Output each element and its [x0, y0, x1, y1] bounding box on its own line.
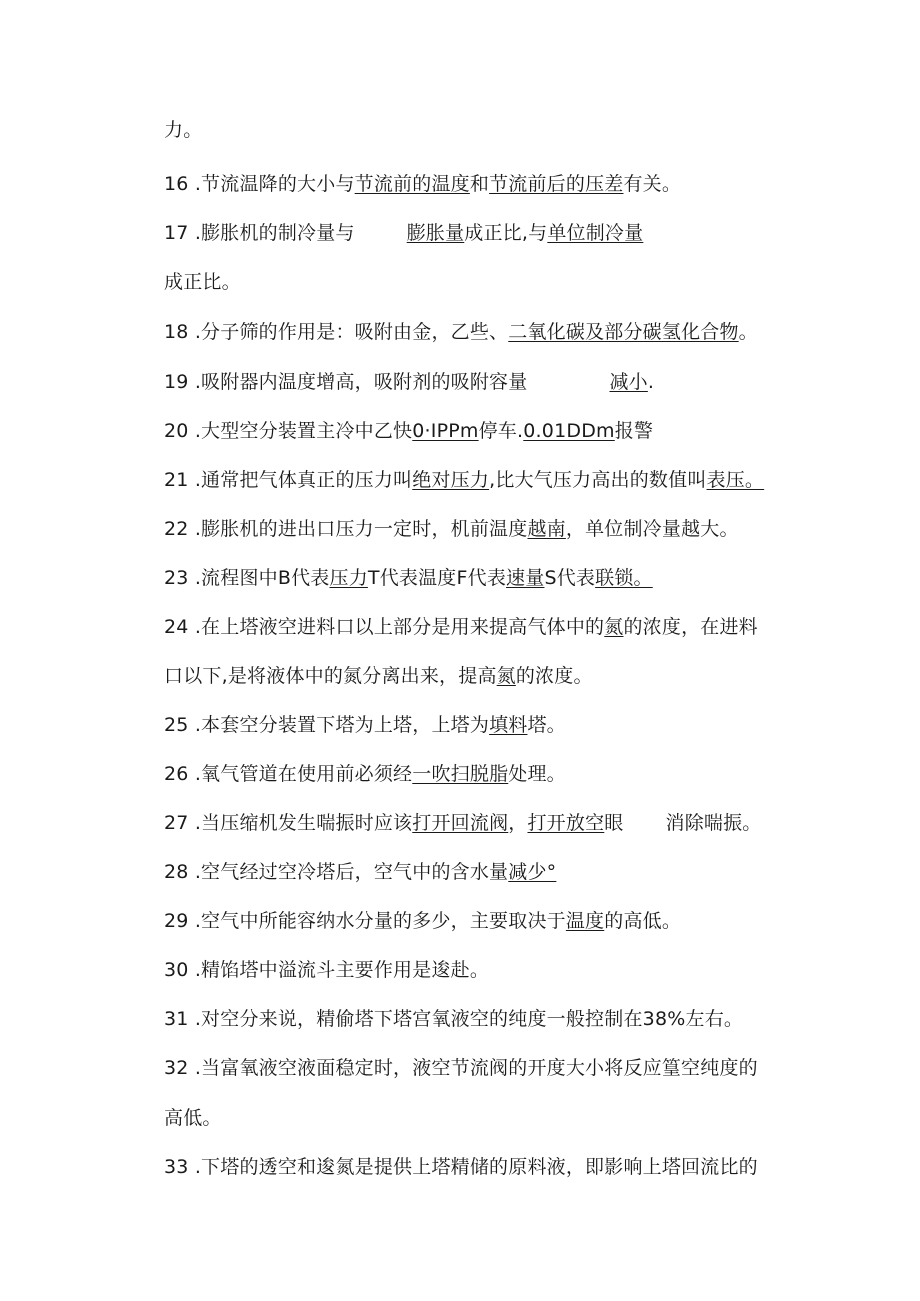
- text: 30 .精馅塔中溢流斗主要作用是逡赴。: [164, 959, 490, 981]
- text: .: [647, 371, 655, 393]
- text: 22 .膨胀机的进出口压力一定时，机前温度: [164, 518, 528, 540]
- text-line-30: [164, 958, 489, 982]
- answer-blank: 打开回流阀: [412, 812, 509, 834]
- answer-blank: 二氧化碳及部分碳氢化合物: [508, 321, 739, 343]
- answer-blank: 填料: [489, 714, 528, 736]
- text: ,比大气压力高出的数值叫: [489, 469, 707, 491]
- text: 的浓度。: [515, 665, 593, 687]
- text: 27 .当压缩机发生喘振时应该: [164, 812, 413, 834]
- text-line-19: [164, 370, 654, 394]
- text: 口以下,是将液体中的氮分离出来，提高: [164, 665, 497, 687]
- text: 28 .空气经过空冷塔后，空气中的含水量: [164, 861, 509, 883]
- text: 成正比,与: [464, 222, 548, 244]
- text-line-22: [164, 517, 739, 541]
- text: 26 .氧气管道在使用前必须经: [164, 763, 413, 785]
- text: 力。: [164, 119, 203, 141]
- answer-blank: 联锁。: [595, 567, 653, 589]
- text-line-32-cont: [164, 1106, 222, 1130]
- text: 29 .空气中所能容纳水分量的多少，主要取决于: [164, 910, 566, 932]
- text: 23 .流程图中B代表: [164, 567, 330, 589]
- text: 25 .本套空分装置下塔为上塔，上塔为: [164, 714, 490, 736]
- answer-blank: 压力: [329, 567, 368, 589]
- text: 处理。: [508, 763, 566, 785]
- text: ，单位制冷量越大。: [565, 518, 739, 540]
- text: 的高低。: [604, 910, 682, 932]
- text: 19 .吸附器内温度增高，吸附剂的吸附容量: [164, 371, 528, 393]
- text: 塔。: [527, 714, 566, 736]
- text-line-20: [164, 419, 653, 443]
- text: 。: [738, 321, 758, 343]
- text: 31 .对空分来说，精偷塔下塔宫氧液空的纯度一般控制在38%左右。: [164, 1008, 744, 1030]
- text-line-28: [164, 860, 556, 884]
- answer-blank: 膨胀量: [406, 222, 465, 244]
- answer-blank: 氮: [496, 665, 516, 687]
- text: 16 .节流温降的大小与: [164, 173, 355, 195]
- text: ，: [508, 812, 528, 834]
- answer-blank: 0.01DDm: [523, 420, 615, 442]
- text: 18 .分子筛的作用是：吸附由金，乙些、: [164, 321, 509, 343]
- text: 20 .大型空分装置主冷中乙快: [164, 420, 413, 442]
- text-line-18: [164, 320, 758, 344]
- answer-blank: 节流前后的压差: [489, 173, 624, 195]
- text: 消除喘振。: [665, 812, 762, 834]
- text-line-29: [164, 909, 681, 933]
- answer-blank: 速量: [506, 567, 545, 589]
- text: 的浓度，在进料: [623, 616, 758, 638]
- text-line-15-end: [164, 118, 202, 142]
- text-line-21: [164, 468, 764, 492]
- text: S代表: [544, 567, 596, 589]
- text: 高低。: [164, 1107, 222, 1129]
- answer-blank: 绝对压力: [412, 469, 490, 491]
- answer-blank: 越南: [527, 518, 566, 540]
- text-line-24-cont: [164, 664, 593, 688]
- text-line-32: [164, 1056, 758, 1080]
- text: 成正比。: [164, 271, 241, 293]
- text: 33 .下塔的透空和逡氮是提供上塔精储的原料液，即影响上塔回流比的: [164, 1156, 758, 1178]
- text: 17 .膨胀机的制冷量与: [164, 222, 355, 244]
- answer-blank: 减小: [609, 371, 648, 393]
- text: 24 .在上塔液空进料口以上部分是用来提高气体中的: [164, 616, 605, 638]
- text: 21 .通常把气体真正的压力叫: [164, 469, 413, 491]
- text: 停车.: [478, 420, 524, 442]
- text: 眼: [604, 812, 624, 834]
- text-line-24: [164, 615, 758, 639]
- answer-blank: 减少°: [508, 861, 557, 883]
- text: 和: [469, 173, 490, 195]
- text-line-31: [164, 1007, 743, 1031]
- text-line-16: [164, 172, 681, 196]
- text: T代表温度F代表: [367, 567, 507, 589]
- answer-blank: 温度: [565, 910, 605, 932]
- answer-blank: 打开放空: [527, 812, 605, 834]
- text-line-25: [164, 713, 566, 737]
- text-line-17: [164, 221, 643, 245]
- text-line-17-cont: [164, 270, 241, 294]
- text: 报警: [614, 420, 654, 442]
- text: 有关。: [623, 173, 682, 195]
- answer-blank: 一吹扫脱脂: [412, 763, 509, 785]
- answer-blank: 节流前的温度: [354, 173, 470, 195]
- answer-blank: 单位制冷量: [547, 222, 644, 244]
- text-line-26: [164, 762, 566, 786]
- text-line-27: [164, 811, 762, 835]
- text-line-23: [164, 566, 653, 590]
- answer-blank: 0·IPPm: [412, 420, 479, 442]
- text-line-33: [164, 1155, 758, 1179]
- answer-blank: 氮: [604, 616, 624, 638]
- answer-blank: 表压。: [706, 469, 765, 491]
- text: 32 .当富氧液空液面稳定时，液空节流阀的开度大小将反应篁空纯度的: [164, 1057, 758, 1079]
